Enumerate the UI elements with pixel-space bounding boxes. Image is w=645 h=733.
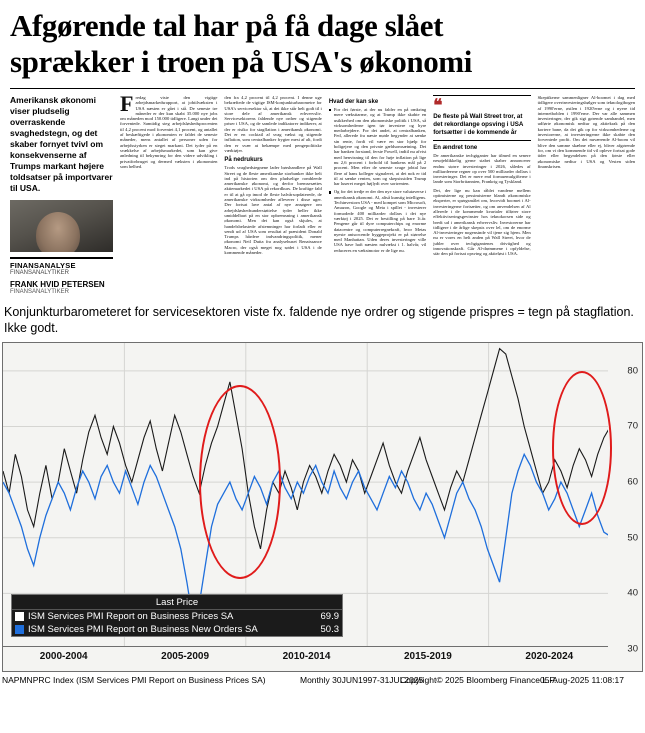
x-tick-label: 2020-2024: [525, 651, 574, 662]
pull-quote: [433, 95, 530, 141]
pull-quote-text: De fleste på Wall Street tror, at det rekordlange opsving i USA fortsætter i de kommende år: [433, 113, 524, 136]
article-body-2: Fredag viste den vigtige arbejdsmarkedsrapport, at jobtilvæksten i USA næsten er gået i stå. De seneste tre måneder er der kun skabt 35.000 nye jobs om måneden mod 150.000 tidligere. Langt under det forventede. Samtidig steg arbejdsløshedsprocenten til 4,2 procent mod forventet 4,1 procent, og antallet af beskæftigede i økonomien er faldet de seneste måneder, mens antallet af personer uden for arbejdsstyrken er steget markant. Det tyder på en svækkelse af arbejdsmarkedet, som kan give anledning til bekymring for den videre udvikling i privatforbruget og dermed væksten i økonomien som helhed.: [120, 91, 218, 169]
article-body-3a: den fra 4,2 procent til 4,2 procent. I denne uge bekræftede de vigtige ISM-konjunkturbarometre for USA's servicesektor så, at det ikke står helt godt til i store dele af amerikansk erhvervsliv. Servicesektorens faldende nye ordrer og stigende priser i USA, og de samlede indikatorer indikerer, at der er risiko for stagflation i amerikansk økonomi. Det er en cocktail af svag vækst og stigende inflation, som centralbanker frygter mest af alt, fordi den er svær at bekæmpe med pengepolitiske værktøjer.: [224, 95, 322, 153]
y-tick-label: 40: [627, 587, 638, 599]
footer-copyright: Copyright© 2025 Bloomberg Finance L.P.: [400, 675, 557, 685]
article-lede: Amerikansk økonomi viser pludselig overraskende svaghedstegn, og det skaber fornyet tvivl om konsekvenserne af Trumps markant højere toldsatser på importvarer til USA.: [10, 95, 113, 193]
article-body-3b: Trods svaghedstegnene lader børshandlere på Wall Street og de fleste amerikanske storbanker ikke helt ind på historien om den pludselige rombleede amerikanske økonomi, og derfor bremsesættes aktiemarkedet i USA på rekordkurs. De kraftige fald er til at gå op imod de fleste halvårsopdaterede, de amerikanske virksomheder afleverer i disse uger. Der fortsat lave antal af nye ansøgere om arbejdsløshedsunderstøttelse tyder heller ikke umiddelbart på en stor opbremsning i amerikansk økonomi. Men det kan også skjules, at handelsbelastede afstemninger har forladt eller er sendt ud af USA som resultat af præsident Donald Trumps hårdere indvandringspolitik, mener økonomi Neil Dutta fra analysehuset Renaissance Macro, der også meget nog sødet i USA i de kommende måneder.: [224, 165, 322, 256]
chart-legend: [11, 594, 343, 637]
article-body-4a: For det første, at der nu falder en på omkring mere væksttarme, og at Trump ikke skabte en usikkerhed om den økonomiske politik i USA, så virksomhederne igen tør investere og hyre medarbejdere. For det andet, at centralbanken, Fed, allerede fra næste møde begynder at sænke sin rente, fordi vil være en stor hjælp for boligejere og den private gældsomsætning. Det har banken forstand, ferste Powell, indtil nu afvist med henvisning til den for høje inflation på lige nu 2,6 procent i forhold til bankens mål på 2 procent. Men efter de seneste svage jobtal har flere af hans kolleger signaleret, at det nok er tid til at sænke renten, som og skepsissiden Trump har luseret meget højlydt over sortrenten.: [329, 107, 426, 186]
author-byline: FRANK HVID PETERSEN: [10, 280, 105, 289]
article-body-6: Skeptikerne sammenligner Al-boomet i dag med tidligere overinvesteringsbølger som teknologibogen af 1990'erne, østlen i 1920'erne og i nyere tid internetboblen i 1990'erne. Der var alle sammen investeringer, der gik sigt gørende samhandel, men udførte økonomisk nedtur og aktiekrak på den kortere bane, da det gik op for virksomhederne og investorerne, at investeringerne ikke skabte den forventede profit. Om det nuværende Al-boom vil blive den samme skæbne eller ej, bliver afgørende for, om vi den kommende tid vil opleve fortsat gode tider eller begyndelsen på den første eller økonomiske nedtur i USA og Vesten siden finanskrisen.: [537, 95, 636, 169]
article-subhead-5: En ændret tone: [433, 145, 478, 151]
article-columns: [0, 89, 645, 295]
x-tick-label: 2000-2004: [39, 651, 88, 662]
article-body-4b: Og for det tredje er der den nye store valutaverse i amerikansk økonomi. Al, altså kunstig intelligens. Techinvestorn USA - med kompet som Microsoft, Amazon, Google og Meta i spillet - investerer formodede 400 milliarder dollars i det nye værktøj i 2025. Det er bestilling på bare 1t.år. Pengene går til dyre computerchips og enorme datacentre og computerregnekraft, hvor Metas nyeste anisorcende byggeprojekt er på størrelse med Manhattan. Uden deres investeringer ville USA have haft næsten nulvækst i 1. halvår, vil reduceres en vækstmotor er de lige nu.: [329, 189, 426, 253]
section-rule: [10, 257, 113, 259]
legend-row-prices: [12, 610, 342, 623]
footer-source: NAPMNPRC Index (ISM Services PMI Report on Business Prices SA): [2, 675, 266, 685]
article-column-1: [10, 95, 113, 295]
highlight-ellipse-2025: [552, 371, 612, 525]
chart-x-axis: [3, 646, 608, 671]
legend-label-new-orders: ISM Services PMI Report on Business New Orders SA: [28, 624, 258, 635]
y-tick-label: 80: [627, 365, 638, 377]
article-column-2: [120, 91, 218, 295]
section-sublabel: FINANSANALYTIKER: [10, 270, 69, 276]
newspaper-clipping: [0, 0, 645, 300]
headline-line-2: sprækker i troen på USA's økonomi: [10, 44, 472, 79]
highlight-ellipse-2008: [199, 385, 281, 579]
footer-frequency: Monthly 30JUN1997-31JUL2025: [300, 675, 424, 685]
article-column-4: [329, 95, 426, 295]
legend-row-new-orders: [12, 623, 342, 636]
x-tick-label: 2010-2014: [282, 651, 331, 662]
chart-footer: [2, 675, 643, 689]
article-subhead-3: På nedrukurs: [224, 157, 263, 164]
quote-mark-icon: ❝: [433, 96, 443, 115]
article-column-6: [538, 95, 635, 295]
section-label: FINANSANALYSE: [10, 261, 76, 270]
chart-caption: Konjunkturbarometeret for servicesektoren viste fx. faldende nye ordrer og stigende prispres = tegn på stagflation. Ikke godt.: [4, 305, 634, 335]
author-portrait: [10, 200, 113, 252]
legend-swatch-prices: [15, 612, 24, 621]
article-headline: [0, 0, 645, 80]
legend-label-prices: ISM Services PMI Report on Business Prices SA: [28, 611, 234, 622]
article-column-5: [433, 95, 530, 295]
article-body-5a: De amerikanske techgiganter har tilmed en senere nesøjeblikkelig gerne stabet skaber annoncerer endnu større investeringer i 2026, således af milliardeerne regner op over 500 milliarder dollars i investeringer. Det er mere end formuemulgifterne i lande som Storbritannien, Frankrig og Tyskland.: [433, 153, 531, 185]
y-tick-label: 30: [627, 643, 638, 655]
article-subhead-4: Hvad der kan ske: [328, 99, 379, 105]
legend-swatch-new-orders: [15, 625, 24, 634]
x-tick-label: 2015-2019: [403, 651, 452, 662]
footer-timestamp: 05-Aug-2025 11:08:17: [540, 675, 624, 685]
headline-line-1: Afgørende tal har på få dage slået: [10, 8, 444, 43]
legend-title: Last Price: [12, 595, 342, 610]
x-tick-label: 2005-2009: [161, 651, 210, 662]
legend-value-prices: 69.9: [320, 611, 339, 622]
article-column-3: [224, 95, 321, 295]
chart-container: [2, 342, 643, 672]
article-body-5b: Det, der lige nu kan råblet vandene mellem optimisterne og pessimisterne blandt økonomiske eksperter, er spørgsmålet om, hvorvidt boomet i Al-investeringerne fortsætter, og om anvendelsen af Al allerede i de kommende kvartaler tilfører store effektiviseringsgevinster hos teknokorsen side og bredt ud i amerikansk erhvervsliv. Investorerne har tidligere i de årlige skepsis over lel, om de enorme Al-investeringer nogensinde vil tjene sig hjem. Men nu er vores en helt anden på Wall Street, hvor de jubler over techgigantenes drivtighed og innovationskraft. Går Al-drømmene i opfyldelse, stär den på fortsat opsving og aktieløst i USA.: [433, 187, 531, 257]
y-tick-label: 60: [627, 476, 638, 488]
y-tick-label: 70: [627, 420, 638, 432]
y-tick-label: 50: [627, 532, 638, 544]
author-role: FINANSANALYTIKER: [10, 289, 69, 295]
pull-quote-rule: [433, 140, 530, 141]
chart-frame: [2, 342, 643, 672]
legend-value-new-orders: 50.3: [320, 624, 339, 635]
